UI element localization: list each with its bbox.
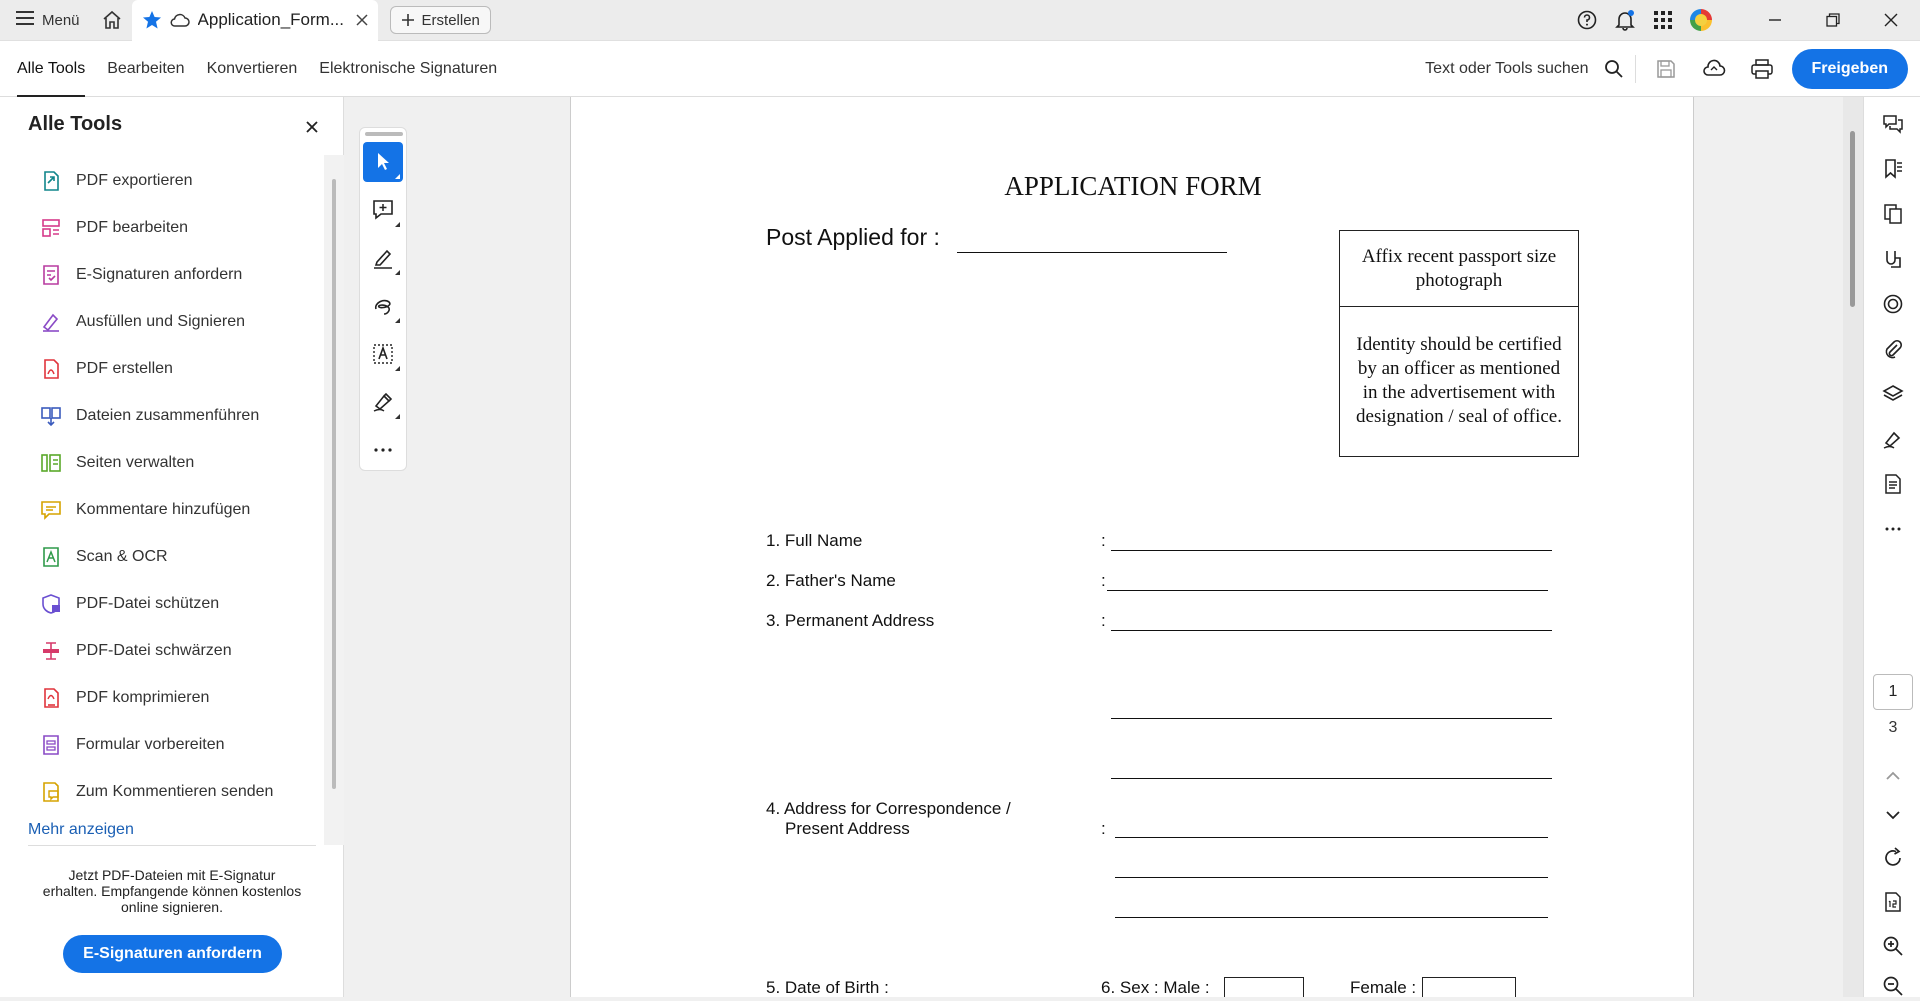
hamburger-icon	[16, 11, 34, 29]
document-viewer[interactable]	[345, 97, 1843, 997]
signature-pen-icon	[372, 391, 394, 413]
paperclip-icon	[1882, 338, 1904, 360]
accessibility-button[interactable]	[1878, 289, 1908, 319]
quick-tools-toolbar	[359, 127, 407, 471]
bell-icon	[1614, 9, 1636, 31]
cloud-icon	[170, 12, 190, 28]
save-icon	[1655, 58, 1677, 80]
sign-panel-button[interactable]	[1878, 424, 1908, 454]
correspondence-address-line	[1115, 917, 1548, 918]
present-address-label: Present Address	[785, 819, 910, 838]
create-button[interactable]	[390, 6, 491, 34]
text-tool-button[interactable]	[363, 334, 403, 374]
tool-item[interactable]	[0, 486, 325, 533]
panel-scrollbar[interactable]	[324, 155, 344, 845]
tool-item-label: PDF-Datei schwärzen	[76, 641, 232, 659]
tool-item-label: Scan & OCR	[76, 547, 168, 565]
tool-item-label: PDF bearbeiten	[76, 218, 189, 236]
fill-sign-icon	[40, 311, 62, 333]
tool-item-label: Zum Kommentieren senden	[76, 782, 274, 800]
request-signature-icon	[40, 264, 62, 286]
sign-tool-button[interactable]	[363, 382, 403, 422]
fathers-name-line	[1107, 590, 1548, 591]
tab-convert[interactable]: Konvertieren	[206, 59, 298, 77]
avatar	[1690, 9, 1712, 31]
tools-list	[0, 157, 325, 815]
protect-pdf-icon	[40, 593, 62, 615]
close-icon	[1884, 13, 1898, 27]
permanent-address-line	[1111, 778, 1552, 779]
tool-item-label: PDF-Datei schützen	[76, 594, 220, 612]
select-tool-button[interactable]	[363, 142, 403, 182]
correspondence-address-label: 4. Address for Correspondence /	[766, 799, 1011, 818]
cursor-icon	[374, 152, 392, 172]
colon: :	[1101, 571, 1106, 590]
document-icon	[1882, 473, 1904, 495]
full-name-line	[1111, 550, 1552, 551]
rotate-icon	[1882, 847, 1904, 869]
document-properties-button[interactable]	[1878, 469, 1908, 499]
tool-item-label: PDF komprimieren	[76, 688, 210, 706]
edit-pdf-icon	[40, 217, 62, 239]
colon: :	[1101, 611, 1106, 630]
tools-menubar	[0, 41, 1920, 97]
title-bar	[0, 0, 1920, 41]
cloud-sync-button[interactable]	[1690, 41, 1738, 97]
cloud-sync-icon	[1702, 59, 1726, 79]
restore-button[interactable]	[1804, 0, 1862, 41]
text-box-icon	[372, 343, 394, 365]
bookmarks-button[interactable]	[1878, 154, 1908, 184]
previous-page-button[interactable]	[1878, 761, 1908, 791]
tool-item[interactable]	[0, 251, 325, 298]
current-page-input[interactable]: 1	[1873, 674, 1913, 710]
create-label: Erstellen	[421, 11, 480, 29]
toolbar-grip[interactable]	[365, 132, 403, 136]
photo-box	[1339, 230, 1579, 457]
female-label: Female :	[1350, 978, 1417, 997]
more-icon	[373, 447, 393, 453]
document-scrollbar[interactable]	[1843, 97, 1863, 997]
layers-icon	[1882, 383, 1904, 405]
fathers-name-label: 2. Father's Name	[766, 571, 896, 590]
show-more-link[interactable]: Mehr anzeigen	[28, 821, 134, 838]
scrollbar-thumb[interactable]	[1850, 131, 1855, 307]
send-comment-icon	[40, 781, 62, 803]
apps-grid-icon	[1654, 11, 1672, 29]
layers-button[interactable]	[1878, 379, 1908, 409]
share-button[interactable]: Freigeben	[1792, 49, 1908, 89]
zoom-out-icon	[1882, 975, 1904, 997]
menu-label: Menü	[42, 11, 80, 29]
highlight-tool-button[interactable]	[363, 238, 403, 278]
star-icon[interactable]	[142, 10, 162, 30]
panel-title: Alle Tools	[28, 113, 123, 135]
add-comment-icon	[372, 199, 394, 221]
tool-item-label: PDF exportieren	[76, 171, 193, 189]
colon: :	[1101, 531, 1106, 550]
zoom-in-button[interactable]	[1878, 931, 1908, 961]
tool-item-label: Dateien zusammenführen	[76, 406, 260, 424]
prepare-form-icon	[40, 734, 62, 756]
tool-item-label: Formular vorbereiten	[76, 735, 225, 753]
divider	[28, 845, 316, 846]
search-icon	[1604, 59, 1624, 79]
thumbnails-icon	[1882, 203, 1904, 225]
promo-text: Jetzt PDF-Dateien mit E-Signatur erhalten. Empfangende können kostenlos online signieren.	[42, 867, 302, 915]
tool-item-label: E-Signaturen anfordern	[76, 265, 243, 283]
main-menu-button[interactable]	[0, 0, 92, 41]
tool-search[interactable]: Text oder Tools suchen	[1425, 59, 1589, 77]
tool-item[interactable]	[0, 627, 325, 674]
tool-item[interactable]	[0, 674, 325, 721]
help-button[interactable]	[1568, 0, 1606, 41]
tab-e-signatures[interactable]: Elektronische Signaturen	[319, 59, 498, 77]
tool-item[interactable]	[0, 157, 325, 204]
close-tab-icon[interactable]	[356, 14, 368, 26]
tab-title: Application_Form...	[197, 10, 344, 29]
permanent-address-label: 3. Permanent Address	[766, 611, 935, 630]
comments-icon	[1882, 113, 1904, 135]
home-icon	[102, 10, 122, 30]
minimize-button[interactable]	[1746, 0, 1804, 41]
post-applied-line	[957, 252, 1227, 253]
full-name-label: 1. Full Name	[766, 531, 863, 550]
compress-pdf-icon	[40, 687, 62, 709]
tool-item[interactable]	[0, 533, 325, 580]
search-button[interactable]	[1599, 41, 1629, 97]
save-button[interactable]	[1642, 41, 1690, 97]
colon: :	[1101, 819, 1106, 838]
freehand-draw-icon	[372, 295, 394, 317]
print-button[interactable]	[1738, 41, 1786, 97]
tab-edit[interactable]: Bearbeiten	[107, 59, 185, 77]
identity-instruction: Identity should be certified by an officer as mentioned in the advertisement with designation / seal of office.	[1356, 334, 1562, 427]
pen-sign-icon	[1882, 428, 1904, 450]
post-applied-label: Post Applied for :	[766, 224, 940, 250]
divider	[1635, 55, 1636, 83]
comment-tool-button[interactable]	[363, 190, 403, 230]
link-pages-icon	[1882, 248, 1904, 270]
tool-item[interactable]	[0, 204, 325, 251]
chevron-down-icon	[1885, 810, 1901, 820]
permanent-address-line	[1111, 630, 1552, 631]
highlighter-icon	[372, 247, 394, 269]
tool-item[interactable]	[0, 439, 325, 486]
notifications-button[interactable]	[1606, 0, 1644, 41]
tool-item-label: Seiten verwalten	[76, 453, 195, 471]
pdf-page[interactable]	[570, 97, 1694, 997]
permanent-address-line	[1111, 718, 1552, 719]
tool-item[interactable]	[0, 392, 325, 439]
comment-icon	[40, 499, 62, 521]
more-tools-button[interactable]	[363, 430, 403, 470]
print-icon	[1751, 59, 1773, 79]
sex-male-label: 6. Sex : Male :	[1101, 978, 1210, 997]
help-icon	[1577, 10, 1597, 30]
draw-tool-button[interactable]	[363, 286, 403, 326]
close-panel-button[interactable]	[300, 115, 324, 139]
tool-item[interactable]	[0, 580, 325, 627]
tab-all-tools[interactable]: Alle Tools	[0, 41, 96, 97]
minimize-icon	[1768, 13, 1782, 27]
restore-icon	[1826, 13, 1840, 27]
rotate-button[interactable]	[1878, 843, 1908, 873]
attachments-button[interactable]	[1878, 334, 1908, 364]
correspondence-address-line	[1115, 837, 1548, 838]
comments-panel-button[interactable]	[1878, 109, 1908, 139]
apps-button[interactable]	[1644, 0, 1682, 41]
date-of-birth-label: 5. Date of Birth :	[766, 978, 889, 997]
export-pdf-icon	[40, 170, 62, 192]
photo-instruction: Affix recent passport size photograph	[1340, 231, 1578, 307]
close-icon	[306, 121, 318, 133]
page-fit-button[interactable]	[1878, 887, 1908, 917]
organize-pages-icon	[40, 452, 62, 474]
attachments-link-button[interactable]	[1878, 244, 1908, 274]
plus-icon	[401, 13, 415, 27]
bookmark-icon	[1882, 158, 1904, 180]
tool-item-label: PDF erstellen	[76, 359, 173, 377]
more-options-button[interactable]	[1878, 514, 1908, 544]
scan-ocr-icon	[40, 546, 62, 568]
target-icon	[1882, 293, 1904, 315]
tool-item[interactable]	[0, 721, 325, 768]
zoom-in-icon	[1882, 935, 1904, 957]
all-tools-panel	[0, 97, 344, 997]
tool-item-label: Ausfüllen und Signieren	[76, 312, 246, 330]
tool-item[interactable]	[0, 768, 325, 815]
tool-item[interactable]	[0, 345, 325, 392]
next-page-button[interactable]	[1878, 800, 1908, 830]
male-checkbox	[1224, 977, 1304, 997]
tool-item[interactable]	[0, 298, 325, 345]
more-icon	[1884, 526, 1902, 532]
right-rail	[1863, 97, 1920, 997]
close-window-button[interactable]	[1862, 0, 1920, 41]
form-title: APPLICATION FORM	[1004, 171, 1262, 201]
request-signatures-button[interactable]: E-Signaturen anfordern	[63, 935, 282, 973]
combine-files-icon	[40, 405, 62, 427]
female-checkbox	[1422, 977, 1516, 997]
profile-button[interactable]	[1682, 0, 1720, 41]
redact-pdf-icon	[40, 640, 62, 662]
correspondence-address-line	[1115, 877, 1548, 878]
tool-item-label: Kommentare hinzufügen	[76, 500, 251, 518]
document-tab[interactable]	[132, 0, 378, 41]
home-button[interactable]	[92, 0, 132, 41]
fit-page-icon	[1882, 891, 1904, 913]
chevron-up-icon	[1885, 771, 1901, 781]
total-pages: 3	[1888, 719, 1898, 736]
page-thumbnails-button[interactable]	[1878, 199, 1908, 229]
create-pdf-icon	[40, 358, 62, 380]
